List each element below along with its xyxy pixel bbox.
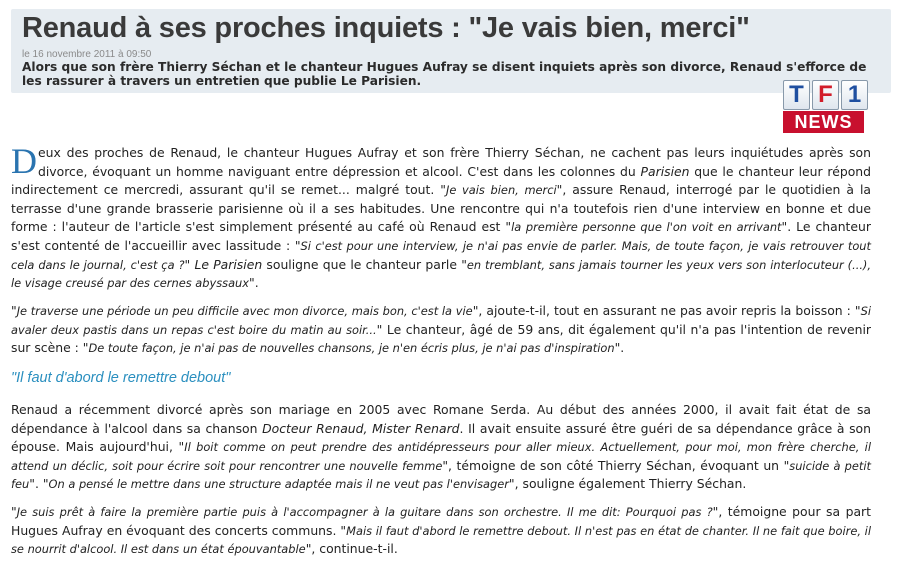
text-run: " Le chanteur, âgé de 59 ans, dit également qu'il n'a pas l'intention de revenir sur scène : ": [11, 321, 871, 356]
text-run: ", témoigne pour sa part Hugues Aufray en évoquant des concerts communs. ": [11, 504, 871, 538]
quote: Je traverse une période un peu difficile avec mon divorce, mais bon, c'est la vie: [16, 304, 473, 318]
text-run: ". Le chanteur s'est contenté de l'accueillir avec lassitude : ": [11, 219, 871, 253]
article-date: le 16 novembre 2011 à 09:50: [22, 49, 152, 60]
article-paragraph-4: [11, 503, 871, 559]
text-run: ", témoigne de son côté Thierry Séchan, évoquant un ": [442, 457, 790, 473]
quote: Si c'est pour une interview, je n'ai pas envie de parler. Mais, de toute façon, je vais retrouver tout cela dans le journal, c'est ça ?: [11, 238, 871, 272]
text-emphasis: Docteur Renaud, Mister Renard: [262, 420, 460, 436]
text-run: ", souligne également Thierry Séchan.: [508, 476, 747, 492]
text-run: . Il avait ensuite assuré être guéri de sa dépendance grâce à son épouse. Mais aujourd'hui, ": [11, 420, 871, 455]
text-emphasis: Parisien: [640, 163, 690, 179]
article-paragraph-2: [11, 302, 871, 358]
text-run: ". ": [29, 476, 49, 492]
quote: la première personne que l'on voit en arrivant: [511, 220, 782, 235]
text-run: souligne que le chanteur parle ": [262, 256, 467, 272]
text-run: ": [184, 256, 195, 272]
text-run: ", assure Renaud, interrogé par le quotidien à la terrasse d'une grande brasserie parisienne où il a ses habitudes. Une rencontre qui n'a toutefois rien d'une interview en bonne et due forme : l'auteur de l'article s'est simplement présenté au café où Renaud est ": [11, 182, 871, 235]
article-paragraph-3: [11, 401, 871, 494]
quote: en tremblant, sans jamais tourner les yeux vers son interlocuteur (...), le visage creusé par des cernes abyssaux: [11, 257, 872, 291]
text-run: ".: [614, 340, 625, 356]
text-run: que le chanteur leur répond indirectement ce mercredi, assurant qu'il se remet... malgré tout. ": [11, 163, 872, 198]
text-run: eux des proches de Renaud, le chanteur Hugues Aufray et son frère Thierry Séchan, ne cachent pas leurs inquiétudes après son divorce, évoquant un homme naviguant entre dépression et alcool. C'est dans les colonnes du: [38, 145, 871, 179]
logo-letter-t: T: [783, 80, 810, 110]
logo-letter-f: F: [812, 80, 839, 110]
logo-news: NEWS: [783, 111, 864, 133]
text-run: ", continue-t-il.: [305, 541, 398, 557]
text-run: ": [11, 504, 17, 519]
quote: Mais il faut d'abord le remettre debout. Il n'est pas en état de chanter. Il ne fait que boire, il se nourrit d'alcool. Il est dans un état épouvantable: [11, 523, 871, 557]
article-header: [11, 9, 891, 93]
quote: Il boit comme on peut prendre des antidépresseurs pour aller mieux. Actuellement, pour moi, mon frère cherche, il attend un déclic, soit pour écrire soit pour rencontrer une nouvelle femme: [11, 440, 872, 473]
quote: suicide à petit feu: [11, 458, 872, 492]
text-run: ".: [249, 275, 259, 291]
quote: Je suis prêt à faire la première partie puis à l'accompagner à la guitare dans son orchestre. Il me dit: Pourquoi pas ?: [16, 505, 713, 519]
quote: De toute façon, je n'ai pas de nouvelles chansons, je n'en écris plus, je n'ai pas d'inspiration: [88, 341, 615, 356]
text-run: ", ajoute-t-il, tout en assurant ne pas avoir repris la boisson : ": [472, 303, 861, 318]
text-run: ": [11, 303, 17, 318]
drop-cap: D: [11, 141, 37, 181]
quote: Je vais bien, merci: [446, 183, 557, 198]
quote: Si avaler deux pastis dans un repas c'est boire du matin au soir...: [11, 304, 871, 337]
article-lead: Alors que son frère Thierry Séchan et le chanteur Hugues Aufray se disent inquiets après son divorce, Renaud s'efforce de les rassurer à travers un entretien que publie Le Parisien.: [22, 60, 867, 88]
tf1-news-logo[interactable]: [783, 80, 864, 134]
text-emphasis: Le Parisien: [194, 256, 263, 272]
quote: On a pensé le mettre dans une structure adaptée mais il ne veut pas l'envisager: [48, 477, 509, 492]
logo-letter-1: 1: [841, 80, 868, 110]
text-run: Renaud a récemment divorcé après son mariage en 2005 avec Romane Serda. Au début des années 2000, il avait fait état de sa dépendance à l'alcool dans sa chanson: [11, 402, 871, 436]
article-paragraph-1: [11, 141, 872, 293]
article-title: Renaud à ses proches inquiets : "Je vais bien, merci": [22, 12, 750, 44]
article-subheading: "Il faut d'abord le remettre debout": [11, 370, 231, 386]
